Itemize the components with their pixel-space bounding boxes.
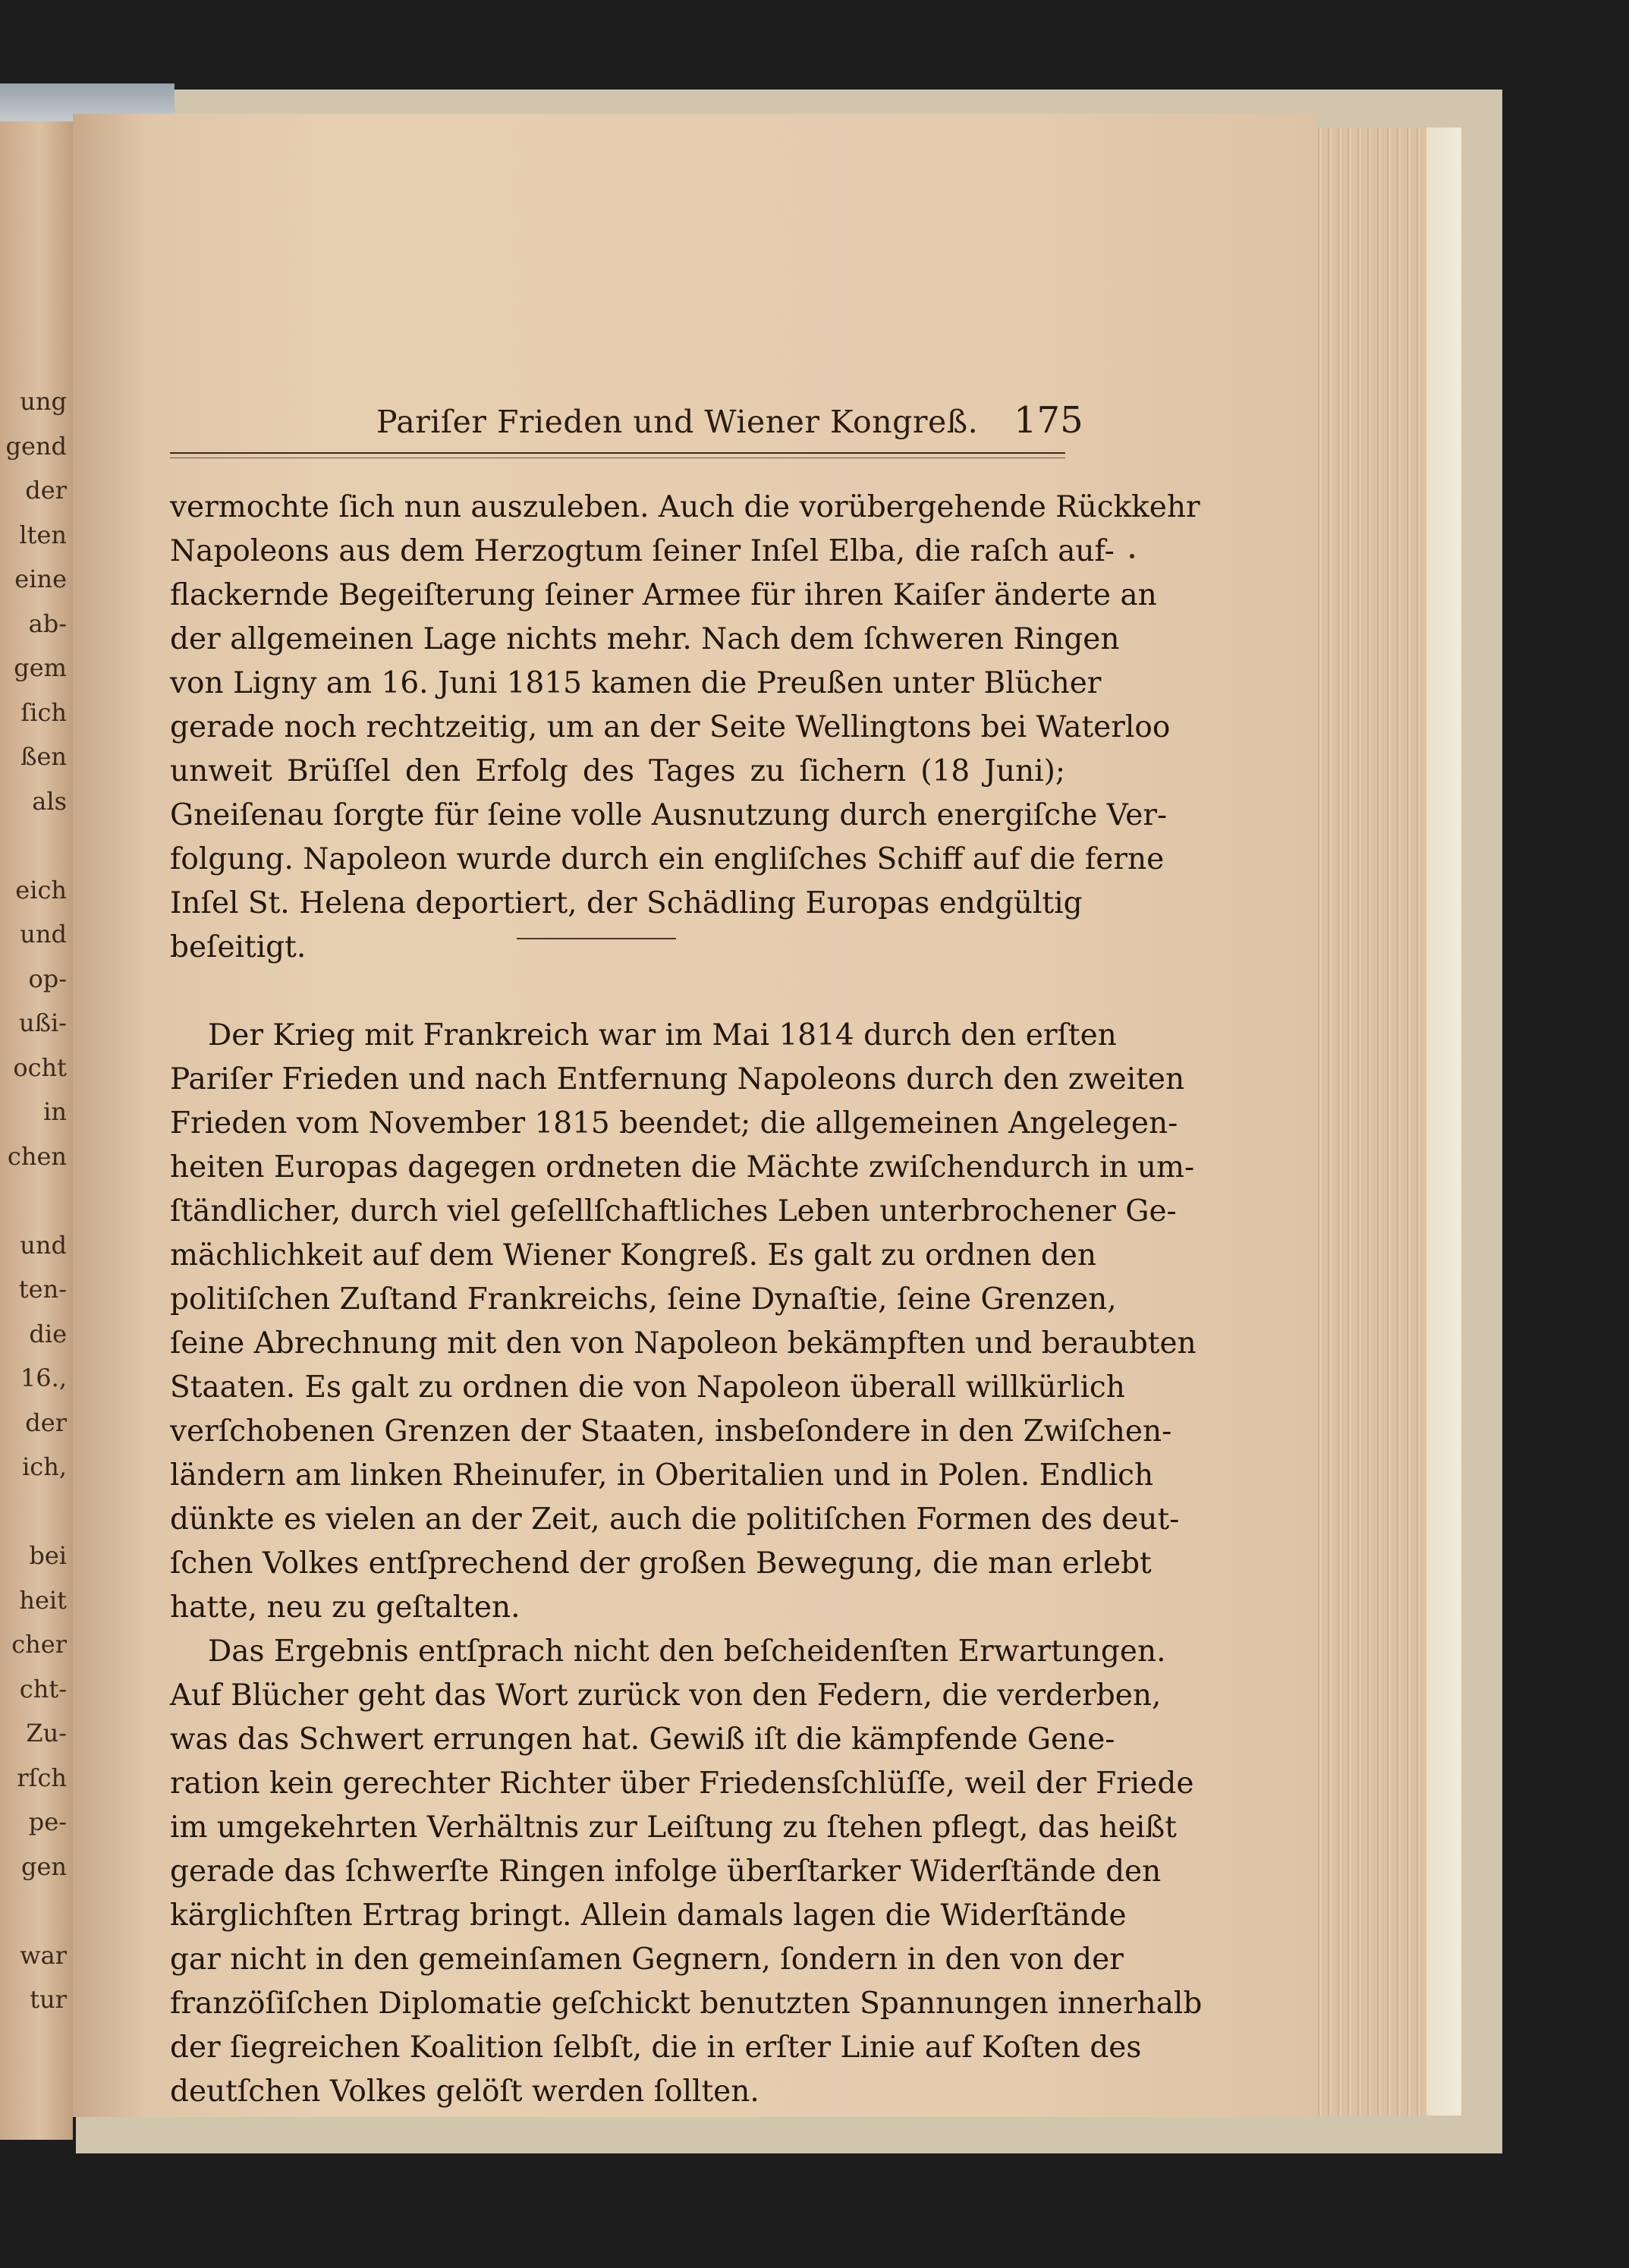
left-fragment: der [25,476,67,505]
text-line: im umgekehrten Verhältnis zur Leiſtung zu ſtehen pflegt, das heißt [170,1810,1177,1845]
left-fragment: gem [14,653,67,682]
text-line: heiten Europas dagegen ordneten die Mächte zwiſchendurch in um- [170,1150,1195,1184]
text-line: Frieden vom November 1815 beendet; die allgemeinen Angelegen- [170,1106,1178,1140]
text-line: gerade noch rechtzeitig, um an der Seite Wellingtons bei Waterloo [170,710,1171,744]
left-fragment: rſch [17,1763,67,1792]
left-fragment: heit [19,1585,67,1615]
left-fragment: war [20,1940,67,1970]
text-line: Napoleons aus dem Herzogtum ſeiner Inſel Elba, die raſch auf- [170,534,1115,568]
text-line: Staaten. Es galt zu ordnen die von Napoleon überall willkürlich [170,1370,1125,1405]
text-line: dünkte es vielen an der Zeit, auch die politiſchen Formen des deut- [170,1502,1180,1537]
left-fragment [0,823,67,868]
text-line: gerade das ſchwerſte Ringen infolge überſtarker Widerſtände den [170,1854,1162,1889]
text-line: ſtändlicher, durch viel geſellſchaftliches Leben unterbrochener Ge- [170,1194,1177,1228]
page-header [171,399,1083,449]
text-line: unweit Brüſſel den Erfolg des Tages zu ſichern (18 Juni); [170,754,1065,788]
text-line: Der Krieg mit Frankreich war im Mai 1814 durch den erſten [208,1018,1117,1052]
text-line: gar nicht in den gemeinſamen Gegnern, ſondern in den von der [170,1942,1124,1977]
text-line: hatte, neu zu geſtalten. [170,1590,520,1625]
left-fragment: bei [29,1541,67,1570]
text-line: Inſel St. Helena deportiert, der Schädling Europas endgültig [170,886,1083,920]
left-fragment: lten [19,520,67,549]
paragraph-1 [170,486,1200,970]
left-fragment: eich [15,875,67,904]
left-fragment: op- [28,964,67,993]
left-fragment: ung [20,387,67,416]
text-line: Pariſer Frieden und nach Entfernung Napoleons durch den zweiten [170,1062,1185,1096]
left-fragment: Zu- [26,1719,67,1747]
text-line: Das Ergebnis entſprach nicht den beſcheidenſten Erwartungen. [208,1634,1166,1669]
left-fragment [0,1489,67,1534]
left-fragment: ußi- [18,1008,67,1037]
text-line: was das Schwert errungen hat. Gewiß iſt die kämpfende Gene- [170,1722,1115,1757]
left-fragment: pe- [28,1807,67,1836]
left-fragment: cher [11,1630,67,1659]
running-head: Pariſer Frieden und Wiener Kongreß. [376,404,979,440]
header-rule [170,452,1065,454]
paragraph-3 [170,1630,1203,2114]
left-fragment: ocht [13,1052,67,1082]
text-line: mächlichkeit auf dem Wiener Kongreß. Es galt zu ordnen den [170,1238,1097,1272]
left-fragment: ſich [20,697,67,727]
left-fragment: gend [5,431,67,461]
left-fragment: ich, [22,1452,67,1481]
right-page [73,114,1317,2117]
separator-space [170,970,1065,1014]
left-fragment: eine [14,565,67,593]
left-fragment: und [20,1230,67,1260]
text-line: ration kein gerechter Richter über Friedensſchlüſſe, weil der Friede [170,1766,1194,1801]
left-fragment: ßen [20,742,67,771]
text-line: ländern am linken Rheinufer, in Oberitalien und in Polen. Endlich [170,1458,1154,1493]
left-fragment: in [43,1097,67,1126]
left-fragment: cht- [19,1674,67,1703]
text-line: vermochte ſich nun auszuleben. Auch die vorübergehende Rückkehr [170,490,1200,524]
text-line: franzöſiſchen Diplomatie geſchickt benutzten Spannungen innerhalb [170,1986,1203,2021]
text-line: ſchen Volkes entſprechend der großen Bewegung, die man erlebt [170,1546,1152,1581]
text-line: folgung. Napoleon wurde durch ein engliſches Schiff auf die ferne [170,842,1165,876]
left-fragment: chen [7,1141,67,1171]
left-fragment: gen [20,1851,67,1881]
left-fragment: die [29,1319,67,1348]
left-fragment: der [25,1408,67,1437]
text-line: politiſchen Zuſtand Frankreichs, ſeine Dynaſtie, ſeine Grenzen, [170,1282,1117,1316]
left-fragment: ab- [28,609,67,638]
text-line: flackernde Begeiſterung ſeiner Armee für ihren Kaiſer änderte an [170,578,1157,612]
text-line: verſchobenen Grenzen der Staaten, insbeſondere in den Zwiſchen- [170,1414,1172,1449]
left-fragment: 16., [20,1364,67,1392]
paragraph-2 [170,1014,1197,1630]
text-line: von Ligny am 16. Juni 1815 kamen die Preußen unter Blücher [170,666,1102,700]
left-fragment [0,1178,67,1223]
text-line: deutſchen Volkes gelöſt werden ſollten. [170,2075,759,2109]
margin-dot [1130,554,1134,558]
left-fragment: und [20,920,67,948]
left-fragment: als [32,786,67,816]
section-separator [517,938,676,939]
text-line: der ſiegreichen Koalition ſelbſt, die in erſter Linie auf Koſten des [170,2031,1142,2065]
text-line: Gneiſenau ſorgte für ſeine volle Ausnutzung durch energiſche Ver- [170,798,1168,832]
left-page-text-fragments [0,379,67,2022]
page-block-edge-light [1426,127,1461,2115]
left-fragment: ten- [18,1275,67,1304]
text-line: der allgemeinen Lage nichts mehr. Nach dem ſchweren Ringen [170,622,1120,656]
left-fragment: tur [30,1985,67,2014]
page-number: 175 [1014,399,1083,442]
text-line: Auf Blücher geht das Wort zurück von den Federn, die verderben, [170,1678,1162,1713]
text-line: beſeitigt. [170,930,307,964]
text-line: kärglichſten Ertrag bringt. Allein damals lagen die Widerſtände [170,1898,1127,1933]
body-text [170,486,1203,2114]
text-line: ſeine Abrechnung mit den von Napoleon bekämpften und beraubten [170,1326,1197,1360]
left-fragment [0,1889,67,1933]
